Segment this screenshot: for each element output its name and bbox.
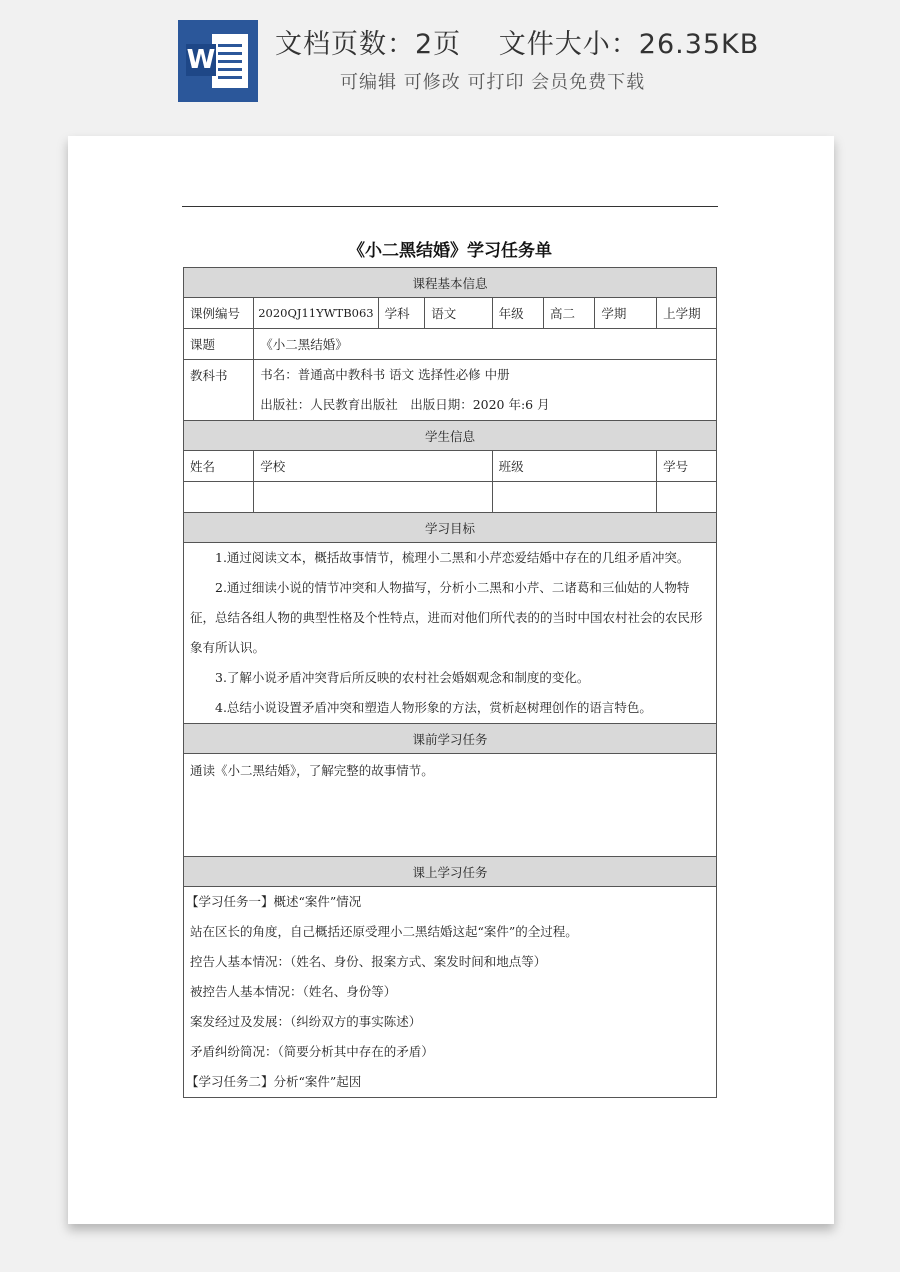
value-subject: 语文 [425,298,492,329]
document-sheet-icon [212,34,248,88]
task-line: 矛盾纠纷简况：（简要分析其中存在的矛盾） [190,1044,434,1059]
word-letter-icon: W [186,45,216,75]
label-student-id: 学号 [657,451,717,482]
student-id-field[interactable] [657,482,717,513]
word-document-icon [178,20,258,102]
textbook-name: 书名：普通高中教科书 语文 选择性必修 中册 [260,367,510,382]
task-sheet-table [183,267,717,1098]
class-field[interactable] [492,482,656,513]
pre-task-row [184,754,717,857]
file-info-title: 文档页数：2页 文件大小：26.35KB [275,29,760,60]
file-features-subtitle: 可编辑 可修改 可打印 会员免费下载 [340,72,646,93]
label-class: 班级 [492,451,656,482]
task-line: 站在区长的角度，自己概括还原受理小二黑结婚这起“案件”的全过程。 [190,924,578,939]
value-term: 上学期 [657,298,717,329]
section-heading: 学习目标 [184,513,717,543]
section-basic-info [184,268,717,298]
class-task-row [184,887,717,1098]
student-header-row [184,451,717,482]
school-field[interactable] [254,482,492,513]
task-heading: 【学习任务一】概述“案件”情况 [186,894,362,909]
student-input-row [184,482,717,513]
section-heading: 学生信息 [184,421,717,451]
label-textbook: 教科书 [184,360,254,421]
value-topic: 《小二黑结婚》 [254,329,717,360]
section-heading: 课程基本信息 [184,268,717,298]
label-school: 学校 [254,451,492,482]
pre-task-text: 通读《小二黑结婚》，了解完整的故事情节。 [184,754,717,857]
goals-row [184,543,717,724]
topic-row [184,329,717,360]
section-in-class-task [184,857,717,887]
goal-item: 2.通过细读小说的情节冲突和人物描写，分析小二黑和小芹、二诸葛和三仙姑的人物特征，总结各组人物的典型性格及个性特点，进而对他们所代表的的当时中国农村社会的农民形象有所认识。 [190,580,703,655]
textbook-publisher: 出版社：人民教育出版社 出版日期：2020 年:6 月 [260,397,550,412]
label-lesson-id: 课例编号 [184,298,254,329]
label-name: 姓名 [184,451,254,482]
section-heading: 课上学习任务 [184,857,717,887]
textbook-row [184,360,717,421]
task-line: 案发经过及发展：（纠纷双方的事实陈述） [190,1014,422,1029]
value-grade: 高二 [544,298,595,329]
course-info-row [184,298,717,329]
name-field[interactable] [184,482,254,513]
goal-item: 1.通过阅读文本，概括故事情节，梳理小二黑和小芹恋爱结婚中存在的几组矛盾冲突。 [215,550,690,565]
task-line: 被控告人基本情况：（姓名、身份等） [190,984,397,999]
document-title: 《小二黑结婚》学习任务单 [348,241,552,261]
header-rule [182,206,718,207]
goal-item: 4.总结小说设置矛盾冲突和塑造人物形象的方法，赏析赵树理创作的语言特色。 [215,700,652,715]
label-grade: 年级 [492,298,543,329]
task-line: 控告人基本情况：（姓名、身份、报案方式、案发时间和地点等） [190,954,547,969]
goal-item: 3.了解小说矛盾冲突背后所反映的农村社会婚姻观念和制度的变化。 [215,670,590,685]
label-subject: 学科 [378,298,425,329]
section-student-info [184,421,717,451]
label-topic: 课题 [184,329,254,360]
section-learning-goals [184,513,717,543]
value-lesson-id: 2020QJ11YWTB063 [254,298,378,329]
task-heading: 【学习任务二】分析“案件”起因 [186,1074,362,1089]
label-term: 学期 [595,298,657,329]
section-pre-class-task [184,724,717,754]
section-heading: 课前学习任务 [184,724,717,754]
